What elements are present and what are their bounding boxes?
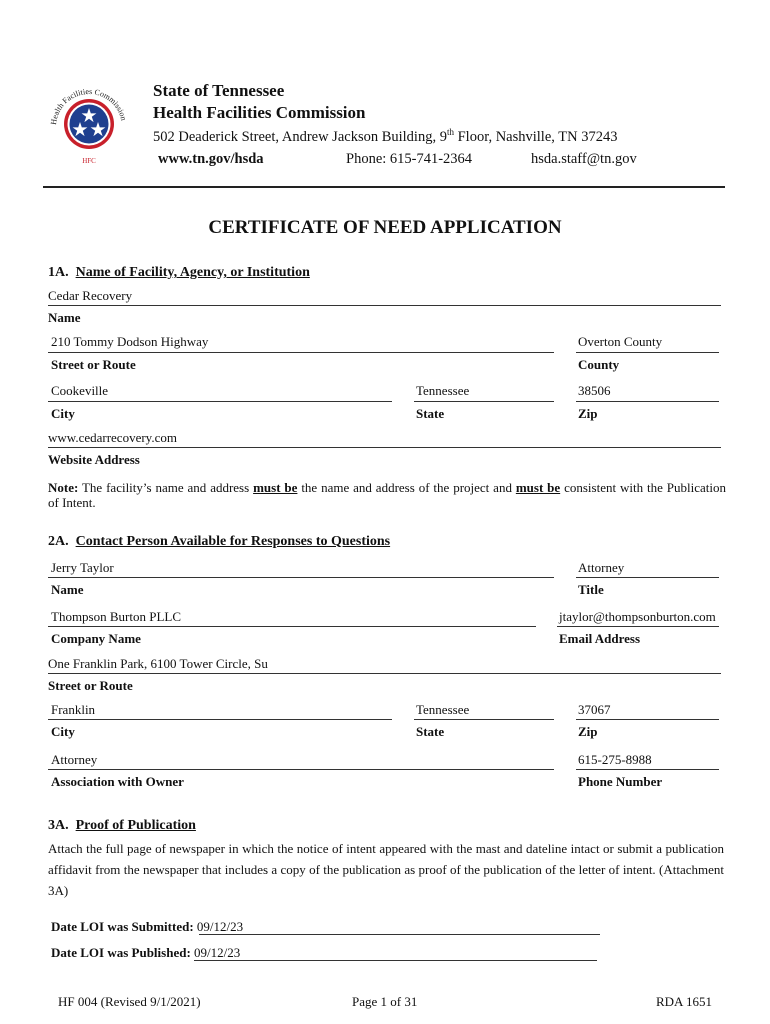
section-2a-heading: 2A. Contact Person Available for Responses to Questions [48, 534, 391, 549]
section-3a-heading: 3A. Proof of Publication [48, 818, 196, 833]
owner-association-line [48, 769, 554, 770]
contact-phone-label: Phone Number [578, 774, 663, 789]
loi-submitted-label: Date LOI was Submitted: [51, 919, 194, 934]
facility-website-label: Website Address [48, 452, 140, 467]
facility-county-label: County [578, 357, 620, 372]
form-revision: HF 004 (Revised 9/1/2021) [58, 994, 201, 1009]
contact-street-value[interactable]: One Franklin Park, 6100 Tower Circle, Su [48, 656, 268, 671]
loi-published-value[interactable]: 09/12/23 [194, 945, 241, 960]
facility-zip-label: Zip [578, 406, 598, 421]
facility-county-value[interactable]: Overton County [578, 334, 663, 349]
hfc-seal-logo [44, 77, 134, 167]
facility-zip-line [576, 401, 719, 402]
company-name-line [48, 626, 536, 627]
contact-city-label: City [51, 724, 75, 739]
page-number: Page 1 of 31 [352, 994, 418, 1009]
facility-state-value[interactable]: Tennessee [416, 383, 470, 398]
facility-name-label: Name [48, 310, 81, 325]
section-1a-heading: 1A. Name of Facility, Agency, or Institution [48, 265, 310, 280]
svg-text:HFC: HFC [82, 157, 96, 165]
contact-email-value[interactable]: jtaylor@thompsonburton.com [559, 609, 716, 624]
owner-association-label: Association with Owner [51, 774, 184, 789]
contact-title-line [576, 577, 719, 578]
loi-published-label: Date LOI was Published: [51, 945, 191, 960]
contact-street-label: Street or Route [48, 678, 133, 693]
proof-of-publication-instructions: Attach the full page of newspaper in which the notice of intent appeared with the mast and dateline intact or submit a publication affidavit from the newspaper that includes a copy of the publication as proof of the publication of the letter of intent. (Attachment 3A) [48, 841, 724, 898]
company-name-value[interactable]: Thompson Burton PLLC [51, 609, 182, 624]
facility-city-label: City [51, 406, 75, 421]
contact-name-value[interactable]: Jerry Taylor [51, 560, 114, 575]
contact-phone-line [576, 769, 719, 770]
facility-state-label: State [416, 406, 445, 421]
contact-city-line [48, 719, 392, 720]
owner-association-value[interactable]: Attorney [51, 752, 98, 767]
loi-published-row [51, 945, 240, 961]
svg-text:Health Facilities Commission: Health Facilities Commission [49, 86, 129, 126]
facility-website-value[interactable]: www.cedarrecovery.com [48, 430, 177, 445]
contact-phone-value[interactable]: 615-275-8988 [578, 752, 652, 767]
document-title: CERTIFICATE OF NEED APPLICATION [208, 217, 562, 238]
contact-city-value[interactable]: Franklin [51, 702, 96, 717]
agency-address: 502 Deaderick Street, Andrew Jackson Building, 9th Floor, Nashville, TN 37243 [153, 127, 618, 145]
facility-name-line [48, 305, 721, 306]
facility-zip-value[interactable]: 38506 [578, 383, 611, 398]
facility-county-line [576, 352, 719, 353]
header-divider [43, 186, 725, 188]
loi-submitted-value[interactable]: 09/12/23 [196, 919, 244, 934]
facility-street-label: Street or Route [51, 357, 136, 372]
contact-name-line [48, 577, 554, 578]
name-address-note: Note: The facility’s name and address must be the name and address of the project and must be consistent with the Publication of Intent. [48, 480, 726, 510]
contact-state-label: State [416, 724, 445, 739]
contact-zip-line [576, 719, 719, 720]
contact-state-line [414, 719, 554, 720]
facility-street-line [48, 352, 554, 353]
loi-submitted-line [199, 934, 600, 935]
facility-city-value[interactable]: Cookeville [51, 383, 109, 398]
contact-zip-value[interactable]: 37067 [578, 702, 611, 717]
contact-street-line [48, 673, 721, 674]
company-name-label: Company Name [51, 631, 141, 646]
facility-website-line [48, 447, 721, 448]
agency-state-name: State of Tennessee [153, 81, 285, 100]
contact-title-value[interactable]: Attorney [578, 560, 625, 575]
loi-published-line [194, 960, 597, 961]
facility-city-line [48, 401, 392, 402]
contact-title-label: Title [578, 582, 604, 597]
agency-website: www.tn.gov/hsda [158, 151, 264, 167]
rda-number: RDA 1651 [656, 994, 712, 1009]
contact-state-value[interactable]: Tennessee [416, 702, 470, 717]
contact-email-label: Email Address [559, 631, 641, 646]
contact-name-label: Name [51, 582, 84, 597]
contact-zip-label: Zip [578, 724, 598, 739]
facility-name-value[interactable]: Cedar Recovery [48, 288, 133, 303]
facility-street-value[interactable]: 210 Tommy Dodson Highway [51, 334, 209, 349]
contact-email-line [557, 626, 719, 627]
agency-phone: Phone: 615-741-2364 [346, 151, 473, 167]
facility-state-line [414, 401, 554, 402]
agency-commission-name: Health Facilities Commission [153, 103, 366, 122]
loi-submitted-row [51, 919, 243, 935]
agency-email: hsda.staff@tn.gov [531, 151, 637, 167]
